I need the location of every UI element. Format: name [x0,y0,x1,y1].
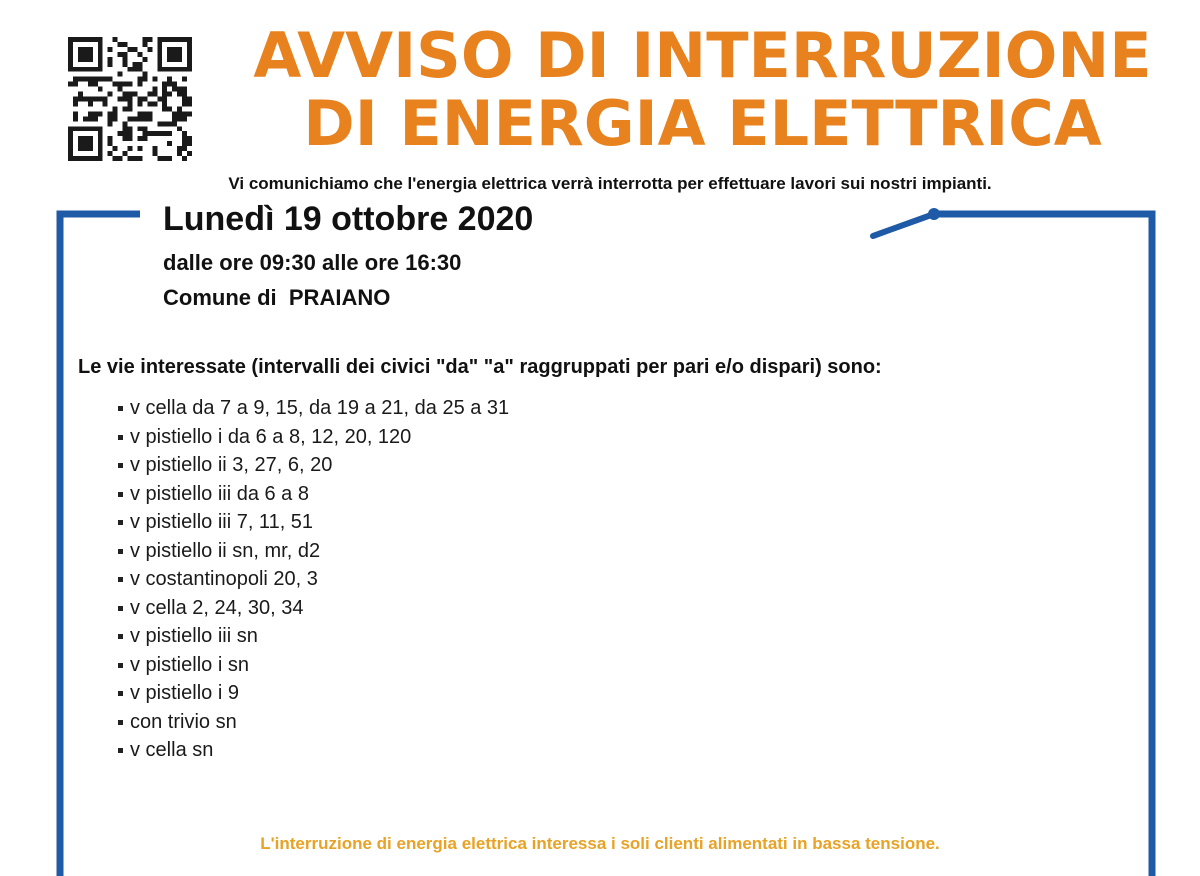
list-item: v cella sn [118,736,588,765]
list-item: v cella da 7 a 9, 15, da 19 a 21, da 25 a 31 [118,394,588,423]
list-item: v pistiello iii 7, 11, 51 [118,508,588,537]
interruption-date: Lunedì 19 ottobre 2020 [163,200,534,238]
interruption-comune: Comune di PRAIANO [163,285,391,310]
streets-intro: Le vie interessate (intervalli dei civici "da" "a" raggruppati per pari e/o dispari) sono: [78,356,882,378]
list-item: v pistiello ii 3, 27, 6, 20 [118,451,588,480]
notice-subtitle: Vi comunichiamo che l'energia elettrica verrà interrotta per effettuare lavori sui nostri impianti. [228,174,992,193]
list-item: con trivio sn [118,708,588,737]
notice-footer: L'interruzione di energia elettrica interessa i soli clienti alimentati in bassa tensione. [260,834,940,853]
list-item: v pistiello i 9 [118,679,588,708]
list-item: v cella 2, 24, 30, 34 [118,594,588,623]
list-item: v pistiello ii sn, mr, d2 [118,537,588,566]
title-line-1: AVVISO DI INTERRUZIONE [253,19,1152,92]
list-item: v costantinopoli 20, 3 [118,565,588,594]
interruption-hours: dalle ore 09:30 alle ore 16:30 [163,250,462,275]
streets-list [118,394,588,765]
list-item: v pistiello i sn [118,651,588,680]
list-item: v pistiello iii da 6 a 8 [118,480,588,509]
title-line-2: DI ENERGIA ELETTRICA [303,87,1102,160]
list-item: v pistiello iii sn [118,622,588,651]
list-item: v pistiello i da 6 a 8, 12, 20, 120 [118,423,588,452]
